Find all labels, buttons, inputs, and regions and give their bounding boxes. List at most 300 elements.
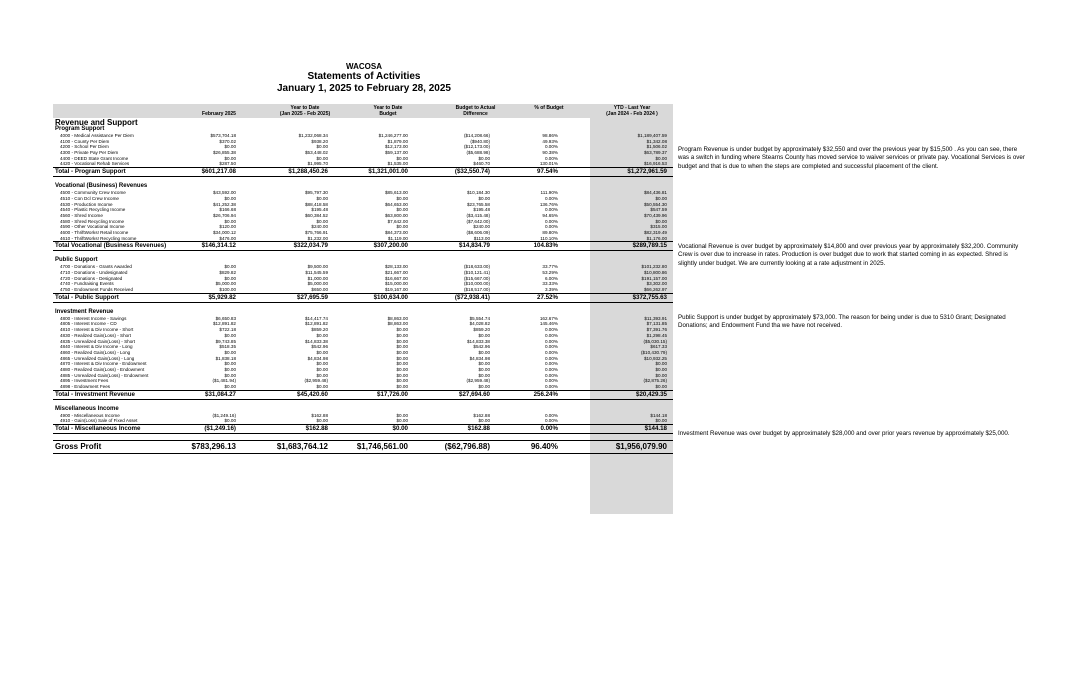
row-value: $0.00 xyxy=(396,412,408,418)
row-value: $26,855.38 xyxy=(213,150,236,156)
group-heading xyxy=(53,126,673,133)
row-value: $1,000.00 xyxy=(307,275,328,281)
row-value: 0.00% xyxy=(544,349,558,355)
row-value: $27,694.60 xyxy=(459,390,490,398)
row-label: Total - Investment Revenue xyxy=(55,390,135,398)
row-value: 0.00% xyxy=(544,332,558,338)
row-value: $84,373.00 xyxy=(385,229,408,235)
row-value: $1,246,277.00 xyxy=(378,133,408,138)
row-value: $0.00 xyxy=(396,378,408,384)
row-value: $0.00 xyxy=(396,332,408,338)
row-value: $0.00 xyxy=(478,349,490,355)
row-value: $0.00 xyxy=(224,349,236,355)
row-value: ($10,121.41) xyxy=(463,270,490,275)
row-value: $63,800.00 xyxy=(385,212,408,218)
row-value: $41,252.38 xyxy=(213,201,236,207)
row-value: $95,797.30 xyxy=(305,190,328,196)
row-value: $26,706.94 xyxy=(213,212,236,218)
row-value: $476.00 xyxy=(219,235,236,241)
row-value: $7,391.76 xyxy=(646,327,667,333)
row-value: $0.00 xyxy=(224,332,236,338)
row-value: ($5,688.98) xyxy=(466,150,490,156)
row-value: $0.00 xyxy=(392,425,408,433)
note-public-support: Public Support is under budget by approximately $73,000. The reason for being under is due to 5310 Grant; Designated Donations; and Endowment Fund tha we have not received. xyxy=(678,314,1006,330)
row-value: $322,034.79 xyxy=(293,242,328,250)
row-value: 0.00% xyxy=(544,207,558,213)
row-value: $307,200.00 xyxy=(373,242,408,250)
note-program-support: Program Revenue is under budget by approximately $32,550 and over the previous year by $15,500 . As you can see, there was a switch in funding where Stearns County has moved service to waiver services or private pay. Vocational Services is over budget and that is due to when the steps are completed and successful placement of the client. xyxy=(678,146,1025,170)
row-value: 162.67% xyxy=(539,315,558,321)
row-value: 0.00% xyxy=(544,372,558,378)
organization-name: WACOSA xyxy=(346,62,382,71)
row-value: 0.00% xyxy=(544,412,558,418)
row-value: $0.00 xyxy=(396,366,408,372)
row-label: 4880 - Realized Gain(Loss) - Endowment xyxy=(60,366,145,372)
row-value: $240.00 xyxy=(311,224,328,230)
row-value: ($7,642.00) xyxy=(466,218,490,224)
row-value: $82,319.49 xyxy=(644,229,667,235)
row-label: Total Vocational (Business Revenues) xyxy=(55,242,167,250)
row-value: $0.00 xyxy=(655,366,667,372)
row-value: $8,863.00 xyxy=(387,321,408,327)
col-header-february: February 2025 xyxy=(202,111,236,117)
row-label: 4200 - School Per Diem xyxy=(60,144,109,150)
row-label: 4835 - Unrealized Gain(Loss) - Short xyxy=(60,338,136,344)
row-value: 0.00% xyxy=(544,344,558,350)
row-value: $16,916.53 xyxy=(644,161,667,167)
row-value: $0.00 xyxy=(224,144,236,150)
row-value: 94.65% xyxy=(542,212,558,218)
group-heading xyxy=(53,183,673,190)
row-value: ($15,667.00) xyxy=(463,275,490,281)
row-value: $722.18 xyxy=(219,327,236,333)
row-value: 97.54% xyxy=(537,168,558,176)
row-value: 0.00% xyxy=(544,355,558,361)
row-value: $0.00 xyxy=(224,384,236,389)
row-value: $144.18 xyxy=(644,425,667,433)
row-value: $1,535.00 xyxy=(387,161,408,167)
row-value: ($1,249.16) xyxy=(204,425,236,433)
row-value: $144.18 xyxy=(650,412,667,418)
total-row xyxy=(53,241,673,251)
note-vocational-revenue: Vocational Revenue is over budget by approximately $14,800 and over previous year by approximately $32,200. Community Crew is over due to increase in rates. Production is over budget due to work that started coming in as expected. Shred is slightly under budget. We are currently looking at a rate adjustment in 2025. xyxy=(678,243,1019,267)
row-value: $14,834.79 xyxy=(459,242,490,250)
row-value: $1,321,001.00 xyxy=(368,168,408,176)
row-value: $14,417.74 xyxy=(305,315,328,321)
row-value: $289,789.15 xyxy=(632,242,667,250)
row-label: 4870 - Interest & Div Income - Endowment xyxy=(60,361,147,367)
row-label: 4750 - Endowment Funds Received xyxy=(60,287,134,293)
row-value: $3,302.00 xyxy=(646,281,667,287)
row-value: $60,384.52 xyxy=(305,212,328,218)
row-value: $0.00 xyxy=(396,155,408,161)
group-heading xyxy=(53,309,673,316)
row-value: 0.00% xyxy=(544,384,558,389)
row-value: $0.00 xyxy=(316,218,328,224)
row-value: $0.00 xyxy=(396,195,408,201)
row-value: $0.00 xyxy=(396,224,408,230)
row-value: 0.00% xyxy=(544,378,558,384)
row-value: $53,448.02 xyxy=(305,150,328,156)
row-value: 49.93% xyxy=(542,138,558,144)
row-label: Total - Miscellaneous Income xyxy=(55,425,141,433)
row-value: ($14,208.66) xyxy=(463,133,490,138)
row-value: $1,176.00 xyxy=(646,235,667,241)
row-label: Revenue and Support xyxy=(55,118,138,127)
row-value: $573,704.18 xyxy=(210,133,236,138)
row-value: $10,932.25 xyxy=(644,355,667,361)
row-label: Miscellaneous Income xyxy=(55,405,119,412)
row-value: $0.00 xyxy=(224,155,236,161)
row-value: $0.00 xyxy=(224,218,236,224)
row-value: 89.80% xyxy=(542,229,558,235)
row-value: $0.00 xyxy=(316,144,328,150)
row-value: ($1,481.94) xyxy=(212,378,236,384)
row-value: $4,834.98 xyxy=(469,355,490,361)
row-label: 4530 - Production Income xyxy=(60,201,113,207)
row-label: 4590 - Other Vocational Income xyxy=(60,224,125,230)
row-value: $0.00 xyxy=(478,372,490,378)
row-value: 0.00% xyxy=(544,366,558,372)
row-value: $0.00 xyxy=(655,372,667,378)
row-value: $0.00 xyxy=(224,264,236,270)
row-value: $64,653.00 xyxy=(385,201,408,207)
row-value: $287.50 xyxy=(219,161,236,167)
row-value: 110.10% xyxy=(540,235,558,241)
row-value: $0.00 xyxy=(478,366,490,372)
row-value: 90.38% xyxy=(542,150,558,156)
row-value: ($2,875.26) xyxy=(643,378,667,384)
row-value: $8,863.00 xyxy=(387,315,408,321)
row-value: $0.00 xyxy=(316,195,328,201)
col-header-pct-budget: % of Budget xyxy=(534,105,564,111)
row-value: $12,891.82 xyxy=(213,321,236,327)
row-value: 6.00% xyxy=(544,275,558,281)
row-value: $0.00 xyxy=(655,195,667,201)
total-row xyxy=(53,390,673,400)
row-value: $240.00 xyxy=(473,224,490,230)
row-value: $0.00 xyxy=(478,361,490,367)
row-value: $1,995.70 xyxy=(307,161,328,167)
row-value: 0.00% xyxy=(544,155,558,161)
row-value: ($8,606.09) xyxy=(466,229,490,235)
row-value: 0.00% xyxy=(544,338,558,344)
row-label: 4000 - Medical Assistance Per Diem xyxy=(60,133,134,138)
row-value: $162.88 xyxy=(305,425,328,433)
row-value: $10,184.30 xyxy=(467,190,490,196)
row-value: $5,929.82 xyxy=(208,293,236,301)
row-value: $0.00 xyxy=(396,361,408,367)
row-value: $0.00 xyxy=(478,155,490,161)
row-value: $23,765.58 xyxy=(467,201,490,207)
row-value: 145.46% xyxy=(539,321,558,327)
row-label: 4895 - Investment Fees xyxy=(60,378,109,384)
row-label: 4740 - Fundraising Events xyxy=(60,281,114,287)
row-value: $1,683,764.12 xyxy=(276,442,328,452)
row-label: 4910 - Gain(Loss) Sale of Fixed Asset xyxy=(60,418,138,424)
row-value: $0.00 xyxy=(316,349,328,355)
row-value: $1,506.02 xyxy=(646,144,667,150)
row-value: $1,298.45 xyxy=(646,332,667,338)
row-value: $1,272,961.59 xyxy=(627,168,667,176)
row-value: $27,695.59 xyxy=(297,293,328,301)
row-value: $120.00 xyxy=(219,224,236,230)
row-value: 0.00% xyxy=(544,144,558,150)
row-label: 4300 - Private Pay Per Diem xyxy=(60,150,119,156)
row-value: $460.70 xyxy=(473,161,490,167)
row-value: $166.68 xyxy=(219,207,236,213)
row-label: Public Support xyxy=(55,257,98,264)
row-value: $14,833.38 xyxy=(467,338,490,344)
row-value: $16,667.00 xyxy=(385,275,408,281)
report-period: January 1, 2025 to February 28, 2025 xyxy=(277,83,451,94)
row-label: Total - Public Support xyxy=(55,293,119,301)
row-label: 4720 - Donations - Designated xyxy=(60,275,123,281)
row-value: $5,000.00 xyxy=(215,281,236,287)
row-value: ($5,030.15) xyxy=(643,338,667,344)
row-label: Investment Revenue xyxy=(55,308,114,315)
row-label: 4898 - Endowment Fees xyxy=(60,384,111,389)
row-value: $601,217.08 xyxy=(201,168,236,176)
note-investment-revenue: Investment Revenue was over budget by approximately $28,000 and over prior years revenue by approximately $25,000. xyxy=(678,430,1010,437)
row-value: $21,667.00 xyxy=(385,270,408,275)
col-header-last-year: YTD - Last Year (Jan 2024 - Feb 2024 ) xyxy=(606,105,658,117)
row-value: $195.48 xyxy=(473,207,490,213)
row-value: $101,232.80 xyxy=(641,264,667,270)
row-label: 4400 - DEED State Grant Income xyxy=(60,155,129,161)
row-value: $0.00 xyxy=(655,418,667,424)
row-value: $70,439.96 xyxy=(644,212,667,218)
row-label: 4600 - ThriftWorks! Retail Income xyxy=(60,229,129,235)
row-value: $12,173.00 xyxy=(385,144,408,150)
row-value: $547.59 xyxy=(650,207,667,213)
row-value: $370.02 xyxy=(219,138,236,144)
row-value: $1,288,450.26 xyxy=(288,168,328,176)
row-value: ($1,249.16) xyxy=(212,412,236,418)
row-value: ($12,173.00) xyxy=(463,144,490,150)
row-label: Total - Program Support xyxy=(55,168,126,176)
row-value: 0.00% xyxy=(544,218,558,224)
row-value: $75,766.91 xyxy=(305,229,328,235)
row-value: $4,834.98 xyxy=(307,355,328,361)
row-value: $113.00 xyxy=(473,235,490,241)
row-value: $0.00 xyxy=(478,418,490,424)
row-value: $162.88 xyxy=(473,412,490,418)
row-value: $15,000.00 xyxy=(385,281,408,287)
row-value: $0.00 xyxy=(478,332,490,338)
row-value: $1,838.18 xyxy=(215,355,236,361)
row-value: 33.33% xyxy=(542,281,558,287)
row-value: $1,879.00 xyxy=(387,138,408,144)
row-value: ($2,959.48) xyxy=(466,378,490,384)
row-value: $1,232,068.34 xyxy=(298,133,328,138)
row-value: $19,167.00 xyxy=(385,287,408,293)
row-value: $542.96 xyxy=(311,344,328,350)
row-value: 0.00% xyxy=(544,361,558,367)
row-label: 4560 - Shred Income xyxy=(60,212,103,218)
row-label: Gross Profit xyxy=(55,442,102,452)
row-value: $84,436.81 xyxy=(644,190,667,196)
row-value: $1,232.00 xyxy=(307,235,328,241)
row-value: $829.82 xyxy=(219,270,236,275)
row-value: $88,418.58 xyxy=(305,201,328,207)
statement-table xyxy=(53,119,673,454)
row-label: 4420 - Vocational Rehab Services xyxy=(60,161,130,167)
row-value: 0.00% xyxy=(540,425,558,433)
row-value: $0.00 xyxy=(316,366,328,372)
row-value: $11,393.91 xyxy=(644,315,667,321)
row-label: 4510 - Con Dcl Crew Income xyxy=(60,195,119,201)
row-value: $0.00 xyxy=(316,155,328,161)
row-value: $859.20 xyxy=(473,327,490,333)
row-value: $12,891.82 xyxy=(305,321,328,327)
row-value: $162.88 xyxy=(467,425,490,433)
row-value: ($10,000.00) xyxy=(463,281,490,287)
row-value: ($62,796.88) xyxy=(444,442,490,452)
row-label: Vocational (Business) Revenues xyxy=(55,183,148,190)
row-value: $59,137.00 xyxy=(385,150,408,156)
row-value: $0.00 xyxy=(224,275,236,281)
row-value: $100.00 xyxy=(219,287,236,293)
row-value: $45,420.60 xyxy=(297,390,328,398)
group-heading xyxy=(53,406,673,413)
row-value: $0.00 xyxy=(478,195,490,201)
row-value: $542.96 xyxy=(473,344,490,350)
row-value: $372,755.63 xyxy=(632,293,667,301)
row-value: $617.33 xyxy=(650,344,667,350)
row-value: 96.40% xyxy=(530,442,558,452)
row-value: $0.00 xyxy=(224,195,236,201)
row-label: 4900 - Miscellaneous Income xyxy=(60,412,120,418)
row-value: $0.00 xyxy=(655,361,667,367)
row-value: $5,000.00 xyxy=(307,281,328,287)
row-value: $195.48 xyxy=(311,207,328,213)
row-value: $650.00 xyxy=(311,287,328,293)
row-label: 4710 - Donations - Undesignated xyxy=(60,270,128,275)
row-value: $85,613.00 xyxy=(385,190,408,196)
col-header-budget-diff: Budget to Actual Difference xyxy=(455,105,496,117)
row-value: $0.00 xyxy=(316,361,328,367)
row-value: ($2,959.48) xyxy=(304,378,328,384)
row-value: $1,342.08 xyxy=(646,138,667,144)
col-header-ytd: Year to Date (Jan 2025 - Feb 2025) xyxy=(279,105,331,117)
group-heading xyxy=(53,257,673,264)
row-value: $0.00 xyxy=(396,344,408,350)
row-label: 4860 - Realized Gain(Loss) - Long xyxy=(60,349,131,355)
row-value: $0.00 xyxy=(655,155,667,161)
row-value: ($32,550.74) xyxy=(454,168,490,176)
row-value: $0.00 xyxy=(224,366,236,372)
row-value: $7,131.85 xyxy=(646,321,667,327)
row-label: 4865 - Unrealized Gain(Loss) - Long xyxy=(60,355,135,361)
row-value: $6,650.83 xyxy=(215,315,236,321)
row-value: $0.00 xyxy=(396,418,408,424)
row-label: Program Support xyxy=(55,126,105,132)
row-value: $100,634.00 xyxy=(373,293,408,301)
row-value: 98.86% xyxy=(542,133,558,138)
row-value: 33.77% xyxy=(542,264,558,270)
row-value: $4,028.82 xyxy=(469,321,490,327)
row-value: ($940.80) xyxy=(470,138,490,144)
row-label: 4840 - Interest & Div Income - Long xyxy=(60,344,133,350)
row-value: $0.00 xyxy=(396,355,408,361)
row-value: ($72,938.41) xyxy=(454,293,490,301)
row-value: $0.00 xyxy=(396,349,408,355)
row-value: $0.00 xyxy=(396,338,408,344)
row-value: $1,119.00 xyxy=(387,235,408,241)
row-value: $0.00 xyxy=(396,372,408,378)
row-value: $1,189,407.59 xyxy=(637,133,667,138)
row-value: ($10,430.79) xyxy=(640,349,667,355)
row-value: 27.52% xyxy=(537,293,558,301)
row-value: $162.88 xyxy=(311,412,328,418)
row-value: $0.00 xyxy=(655,384,667,389)
row-value: 256.24% xyxy=(533,390,558,398)
row-value: 104.83% xyxy=(533,242,558,250)
row-value: $0.00 xyxy=(224,372,236,378)
col-header-ytd-budget: Year to Date Budget xyxy=(373,105,403,117)
row-value: 0.00% xyxy=(544,195,558,201)
row-value: $0.00 xyxy=(316,384,328,389)
row-value: 0.00% xyxy=(544,418,558,424)
row-label: 4805 - Interest Income - CD xyxy=(60,321,117,327)
row-value: 0.00% xyxy=(544,224,558,230)
row-label: 4800 - Interest Income - Savings xyxy=(60,315,127,321)
row-value: $315.00 xyxy=(650,224,667,230)
row-label: 4580 - Shred Recycling Income xyxy=(60,218,125,224)
row-value: $0.00 xyxy=(396,384,408,389)
row-value: 0.00% xyxy=(544,327,558,333)
row-value: $9,500.00 xyxy=(307,264,328,270)
row-value: ($18,517.00) xyxy=(463,287,490,293)
row-label: 4810 - Interest & Div Income - Short xyxy=(60,327,134,333)
row-value: 130.01% xyxy=(539,161,558,167)
report-title: Statements of Activities xyxy=(307,71,421,82)
row-value: $0.00 xyxy=(478,384,490,389)
row-value: $63,789.37 xyxy=(644,150,667,156)
total-row xyxy=(53,424,673,434)
column-header-row xyxy=(53,104,673,118)
row-label: 4100 - County Per Diem xyxy=(60,138,110,144)
row-value: $0.00 xyxy=(655,218,667,224)
row-value: $0.00 xyxy=(316,418,328,424)
row-value: $0.00 xyxy=(316,332,328,338)
row-value: $0.00 xyxy=(396,327,408,333)
row-value: $20,429.35 xyxy=(636,390,667,398)
row-value: $31,084.27 xyxy=(205,390,236,398)
gross-profit-row xyxy=(53,440,673,454)
row-value: $146,314.12 xyxy=(201,242,236,250)
total-row xyxy=(53,167,673,177)
row-value: $9,743.85 xyxy=(215,338,236,344)
row-value: 3.39% xyxy=(544,287,558,293)
row-value: $1,746,561.00 xyxy=(356,442,408,452)
row-value: $938.20 xyxy=(311,138,328,144)
row-value: $28,133.00 xyxy=(385,264,408,270)
row-value: $518.35 xyxy=(219,344,236,350)
row-value: $17,726.00 xyxy=(377,390,408,398)
row-value: $859.20 xyxy=(311,327,328,333)
total-row xyxy=(53,293,673,303)
row-value: $34,000.12 xyxy=(213,229,236,235)
row-value: ($18,633.00) xyxy=(463,264,490,270)
row-value: $10,800.86 xyxy=(644,270,667,275)
row-value: $783,296.13 xyxy=(191,442,236,452)
row-value: ($3,415.48) xyxy=(466,212,490,218)
row-value: $7,642.00 xyxy=(387,218,408,224)
row-value: $0.00 xyxy=(224,418,236,424)
row-value: $191,157.00 xyxy=(641,275,667,281)
